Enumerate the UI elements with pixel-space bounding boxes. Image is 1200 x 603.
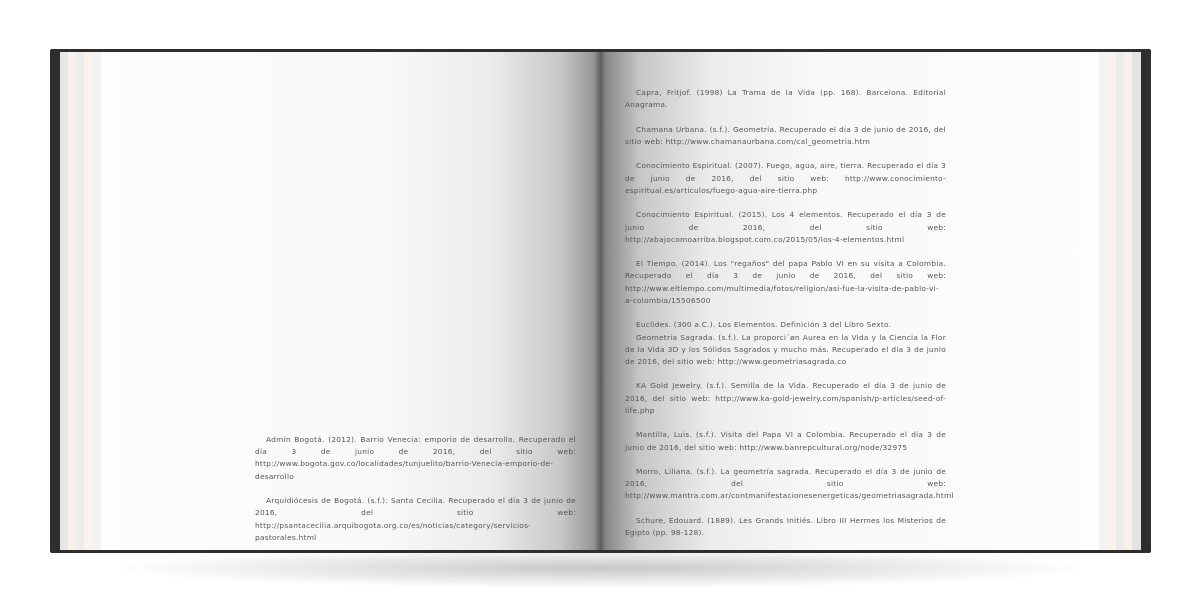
book-gutter xyxy=(594,52,606,550)
page-edge xyxy=(1132,52,1141,550)
bibliography-list-left xyxy=(255,434,576,550)
bibliography-entry: Morro, Liliana. (s.f.). La geometría sagrada. Recuperado el día 3 de junio de 2016, del sitio web: http://www.mantra.com.ar/contmanifestacionesenergeticas/geometriasagrada.html xyxy=(625,467,954,501)
page-edge xyxy=(1107,52,1116,550)
page-edge xyxy=(1099,52,1107,550)
bibliography-entry: Geometría Sagrada. (s.f.). La proporci´øn Aurea en la Vida y la Ciencia la Flor de la Vida 3D y los Sólidos Sagrados y mucho más. Recuperado el día 3 de junio de 2016, del sitio web: http://www.geometriasagrada.co xyxy=(625,332,946,366)
left-page xyxy=(101,52,600,550)
page-edge xyxy=(60,52,68,550)
bibliography-entry: Chamana Urbana. (s.f.). Geometría. Recuperado el día 3 de junio de 2016, del sitio web: http://www.chamanaurbana.com/cal_geometria.htm xyxy=(625,124,946,146)
bibliography-entry: Capra, Fritjof. (1998) La Trama de la Vida (pp. 168). Barcelona. Editorial Anagrama. xyxy=(625,88,946,110)
bibliography-entry: Conocimiento Espiritual. (2007). Fuego, agua, aire, tierra. Recuperado el día 3 de junio de 2016, del sitio web: http://www.conocimiento-espiritual.es/articulos/fuego-agua-aire-tierra.php xyxy=(625,161,946,195)
bibliography-entry: Schure, Edouard. (1889). Les Grands Initiés. Libro III Hermes los Misterios de Egipto (pp. 98-128). xyxy=(625,515,946,538)
bibliography-entry: Admin Bogotá. (2012). Barrio Venecia: emporio de desarrollo. Recuperado el día 3 de junio de 2016, del sitio web: http://www.bogota.gov.co/localidades/tunjuelito/barrio-Venecia-emporio-de-desarrollo xyxy=(255,435,576,481)
bibliography-list-right xyxy=(625,87,954,550)
bibliography-entry: Arquidiócesis de Bogotá. (s.f.). Santa Cecilia. Recuperado el día 3 de junio de 2016, del sitio web: http://psantacecilia.arquibogota.org.co/es/noticias/category/servicios-pastorales.html xyxy=(255,496,576,542)
bibliography-entry: Mantilla, Luis. (s.f.). Visita del Papa VI a Colombia. Recuperado el día 3 de junio de 2016, del sitio web: http://www.banrepcultural.org/node/32975 xyxy=(625,430,946,452)
page-edge xyxy=(84,52,93,550)
bibliography-entry: Conocimiento Espiritual. (2015). Los 4 elementos. Recuperado el día 3 de junio de 2016, del sitio web: http://abajocomoarriba.blogspot.com.co/2015/05/los-4-elementos.html xyxy=(625,210,946,244)
page-edge xyxy=(1116,52,1124,550)
page-edge xyxy=(93,52,101,550)
book-shadow xyxy=(120,548,1080,588)
bibliography-entry: Euclides. (300 a.C.). Los Elementos. Definición 3 del Libro Sexto. xyxy=(636,320,892,330)
page-edge xyxy=(68,52,76,550)
bibliography-entry: KA Gold Jewelry. (s.f.). Semilla de la Vida. Recuperado el día 3 de junio de 2016, del sitio web: http://www.ka-gold-jewelry.com/spanish/p-articles/seed-of-life.php xyxy=(625,381,946,415)
bibliography-entry: El Tiempo. (2014). Los "regaños" del papa Pablo VI en su visita a Colombia. Recuperado el día 3 de junio de 2016, del sitio web: http://www.eltiempo.com/multimedia/fotos/religion/asi-fue-la-visita-de-pablo-vi-a-colombia/15506500 xyxy=(625,259,946,305)
page-edge xyxy=(76,52,84,550)
page-edge xyxy=(1124,52,1132,550)
right-page xyxy=(600,52,1099,550)
